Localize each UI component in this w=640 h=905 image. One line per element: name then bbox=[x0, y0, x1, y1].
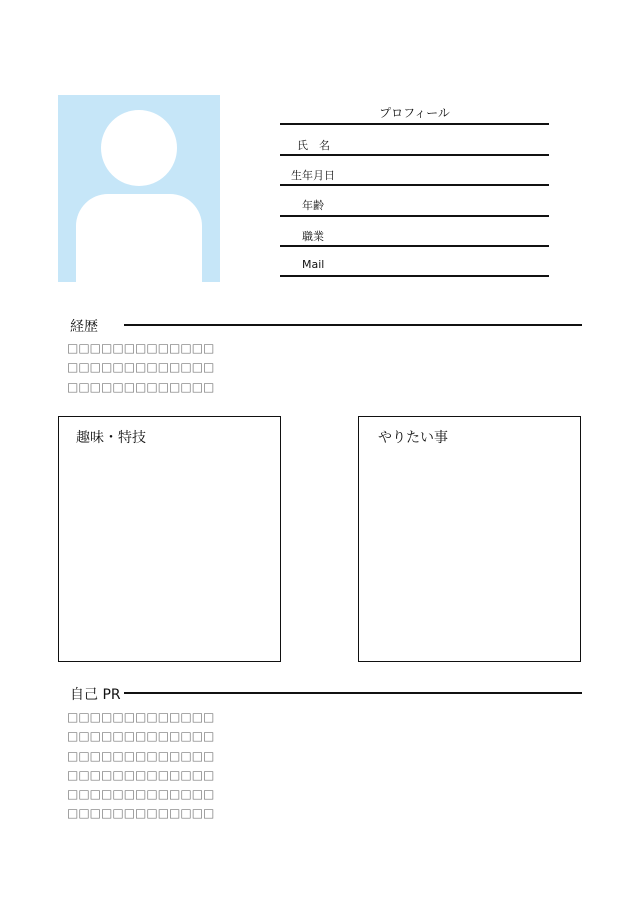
text-line: □□□□□□□□□□□□□ bbox=[67, 341, 215, 355]
field-birthdate-label: 生年月日 bbox=[291, 169, 335, 182]
photo-placeholder bbox=[58, 95, 220, 282]
pr-text bbox=[67, 708, 214, 824]
text-line: □□□□□□□□□□□□□ bbox=[67, 379, 215, 394]
text-line: □□□□□□□□□□□□□ bbox=[67, 710, 215, 724]
hobbies-heading: 趣味・特技 bbox=[76, 430, 146, 446]
divider bbox=[280, 215, 549, 217]
text-line: □□□□□□□□□□□□□ bbox=[67, 360, 215, 375]
field-occupation-label: 職業 bbox=[302, 230, 324, 243]
wishes-heading: やりたい事 bbox=[378, 430, 448, 446]
field-name-label: 氏 名 bbox=[297, 139, 330, 152]
text-line: □□□□□□□□□□□□□ bbox=[67, 787, 215, 802]
divider bbox=[280, 123, 549, 125]
divider bbox=[280, 184, 549, 186]
hobbies-box bbox=[58, 416, 281, 662]
divider bbox=[280, 275, 549, 277]
field-mail-label: Mail bbox=[302, 258, 325, 271]
text-line: □□□□□□□□□□□□□ bbox=[67, 748, 215, 763]
wishes-box bbox=[358, 416, 581, 662]
avatar-body-icon bbox=[76, 194, 202, 282]
divider bbox=[280, 245, 549, 247]
profile-title: プロフィール bbox=[379, 106, 450, 120]
text-line: □□□□□□□□□□□□□ bbox=[67, 767, 215, 782]
text-line: □□□□□□□□□□□□□ bbox=[67, 806, 215, 821]
divider bbox=[280, 154, 549, 156]
career-rule bbox=[124, 324, 582, 326]
field-age-label: 年齢 bbox=[302, 199, 324, 212]
text-line: □□□□□□□□□□□□□ bbox=[67, 729, 215, 744]
pr-heading: 自己 PR bbox=[70, 687, 121, 703]
pr-rule bbox=[124, 692, 582, 694]
career-text bbox=[67, 339, 214, 397]
career-heading: 経歴 bbox=[70, 319, 98, 335]
avatar-head-icon bbox=[101, 110, 177, 186]
